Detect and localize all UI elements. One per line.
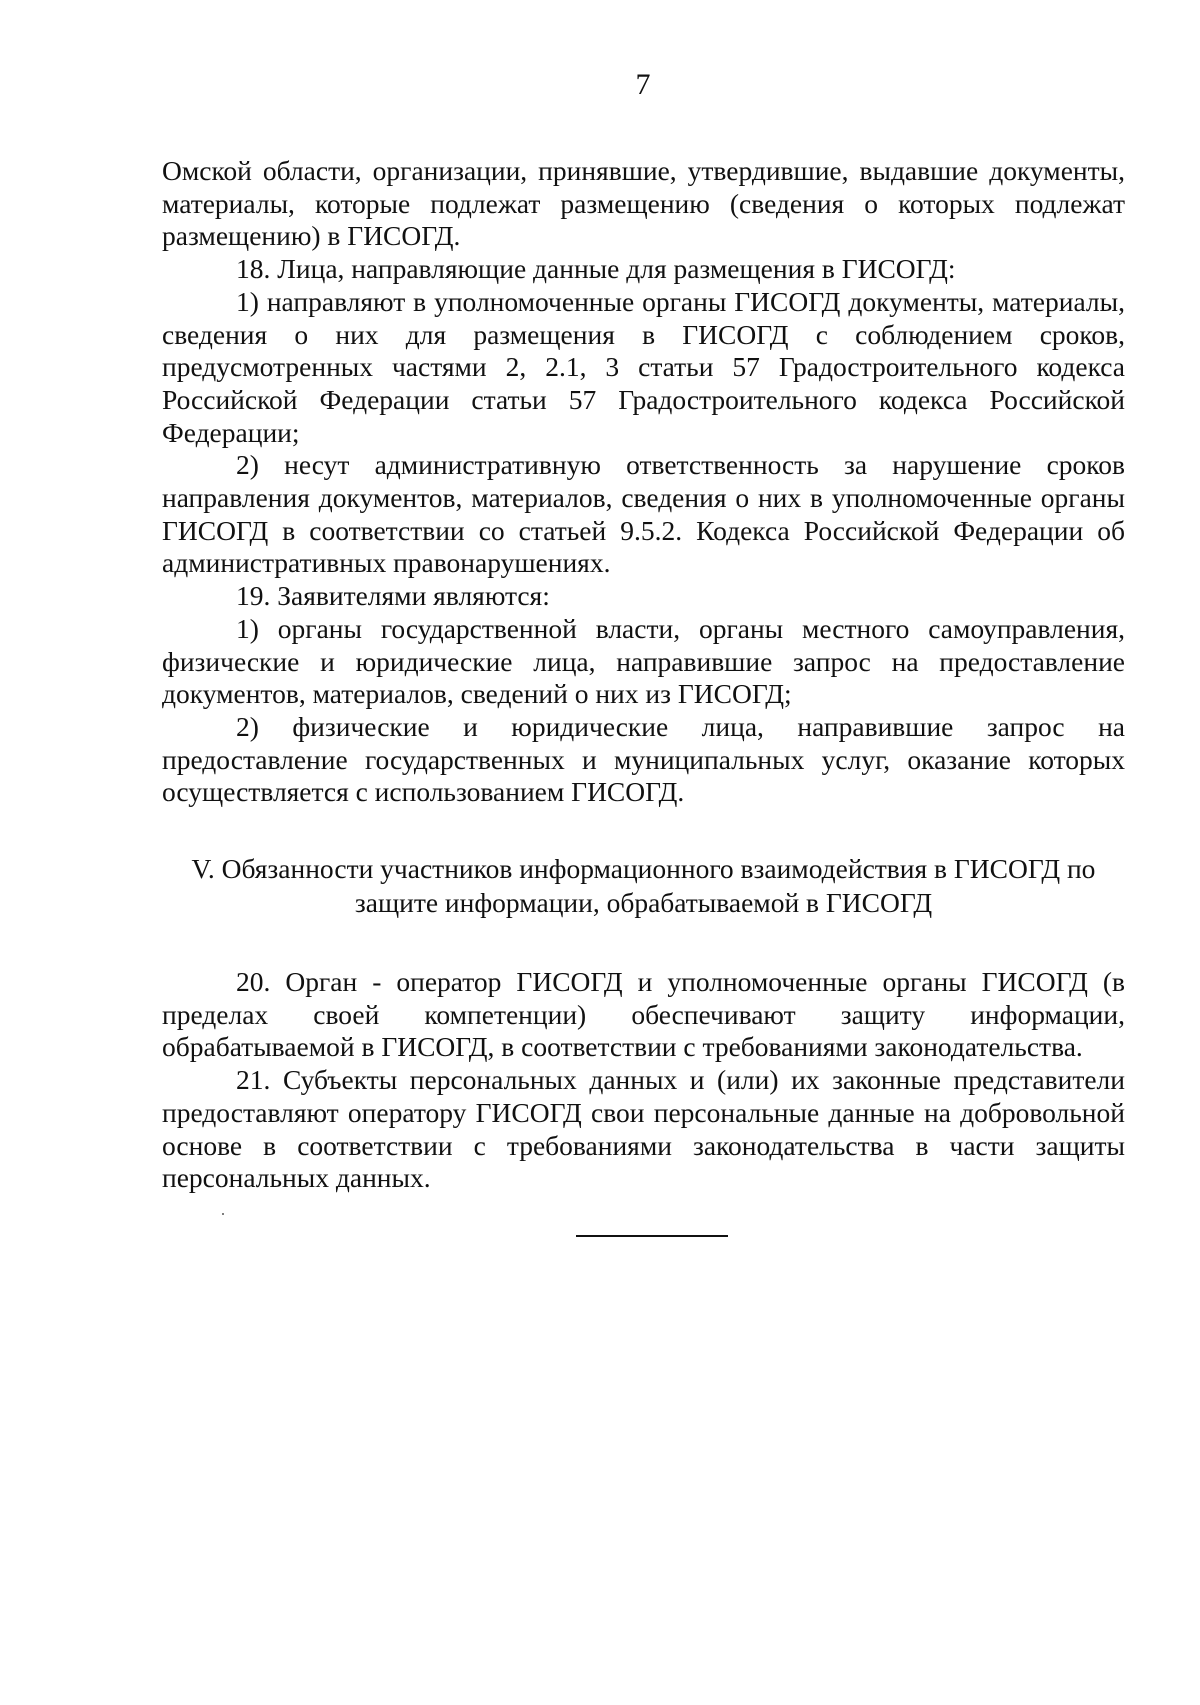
page-number: 7 — [635, 68, 651, 101]
end-of-document-rule — [576, 1235, 728, 1237]
paragraph-item-18: 18. Лица, направляющие данные для размещения в ГИСОГД: — [236, 253, 956, 285]
paragraph-item-19: 19. Заявителями являются: — [236, 580, 550, 612]
scan-speck — [222, 1213, 224, 1215]
paragraph-item-21: 21. Субъекты персональных данных и (или) их законные представители предоставляют оператору ГИСОГД свои персональные данные на добровольной основе в соответствии с требованиями законодательства в части защиты персональных данных. — [162, 1064, 1125, 1194]
section-heading — [162, 852, 1125, 920]
section-heading-line-2: защите информации, обрабатываемой в ГИСОГД — [354, 887, 933, 919]
document-body — [162, 155, 1125, 1195]
paragraph-item-19-1: 1) органы государственной власти, органы местного самоуправления, физические и юридические лица, направившие запрос на предоставление документов, материалов, сведений о них из ГИСОГД; — [162, 612, 1125, 710]
paragraph-continuation: Омской области, организации, принявшие, утвердившие, выдавшие документы, материалы, которые подлежат размещению (сведения о которых подлежат размещению) в ГИСОГД. — [162, 155, 1125, 252]
paragraph-item-18-2: 2) несут административную ответственность за нарушение сроков направления документов, материалов, сведения о них в уполномоченные органы ГИСОГД в соответствии со статьей 9.5.2. Кодекса Российской Федерации об административных правонарушениях. — [162, 449, 1125, 579]
paragraph-item-20: 20. Орган - оператор ГИСОГД и уполномоченные органы ГИСОГД (в пределах своей компетенции) обеспечивают защиту информации, обрабатываемой в ГИСОГД, в соответствии с требованиями законодательства. — [162, 966, 1125, 1063]
paragraph-item-18-1: 1) направляют в уполномоченные органы ГИСОГД документы, материалы, сведения о них для размещения в ГИСОГД с соблюдением сроков, предусмотренных частями 2, 2.1, 3 статьи 57 Градостроительного кодекса Российской Федерации статьи 57 Градостроительного кодекса Российской Федерации; — [162, 285, 1125, 448]
paragraph-item-19-2: 2) физические и юридические лица, направившие запрос на предоставление государственных и муниципальных услуг, оказание которых осуществляется с использованием ГИСОГД. — [162, 710, 1125, 808]
section-heading-line-1: V. Обязанности участников информационного взаимодействия в ГИСОГД по — [191, 853, 1096, 885]
